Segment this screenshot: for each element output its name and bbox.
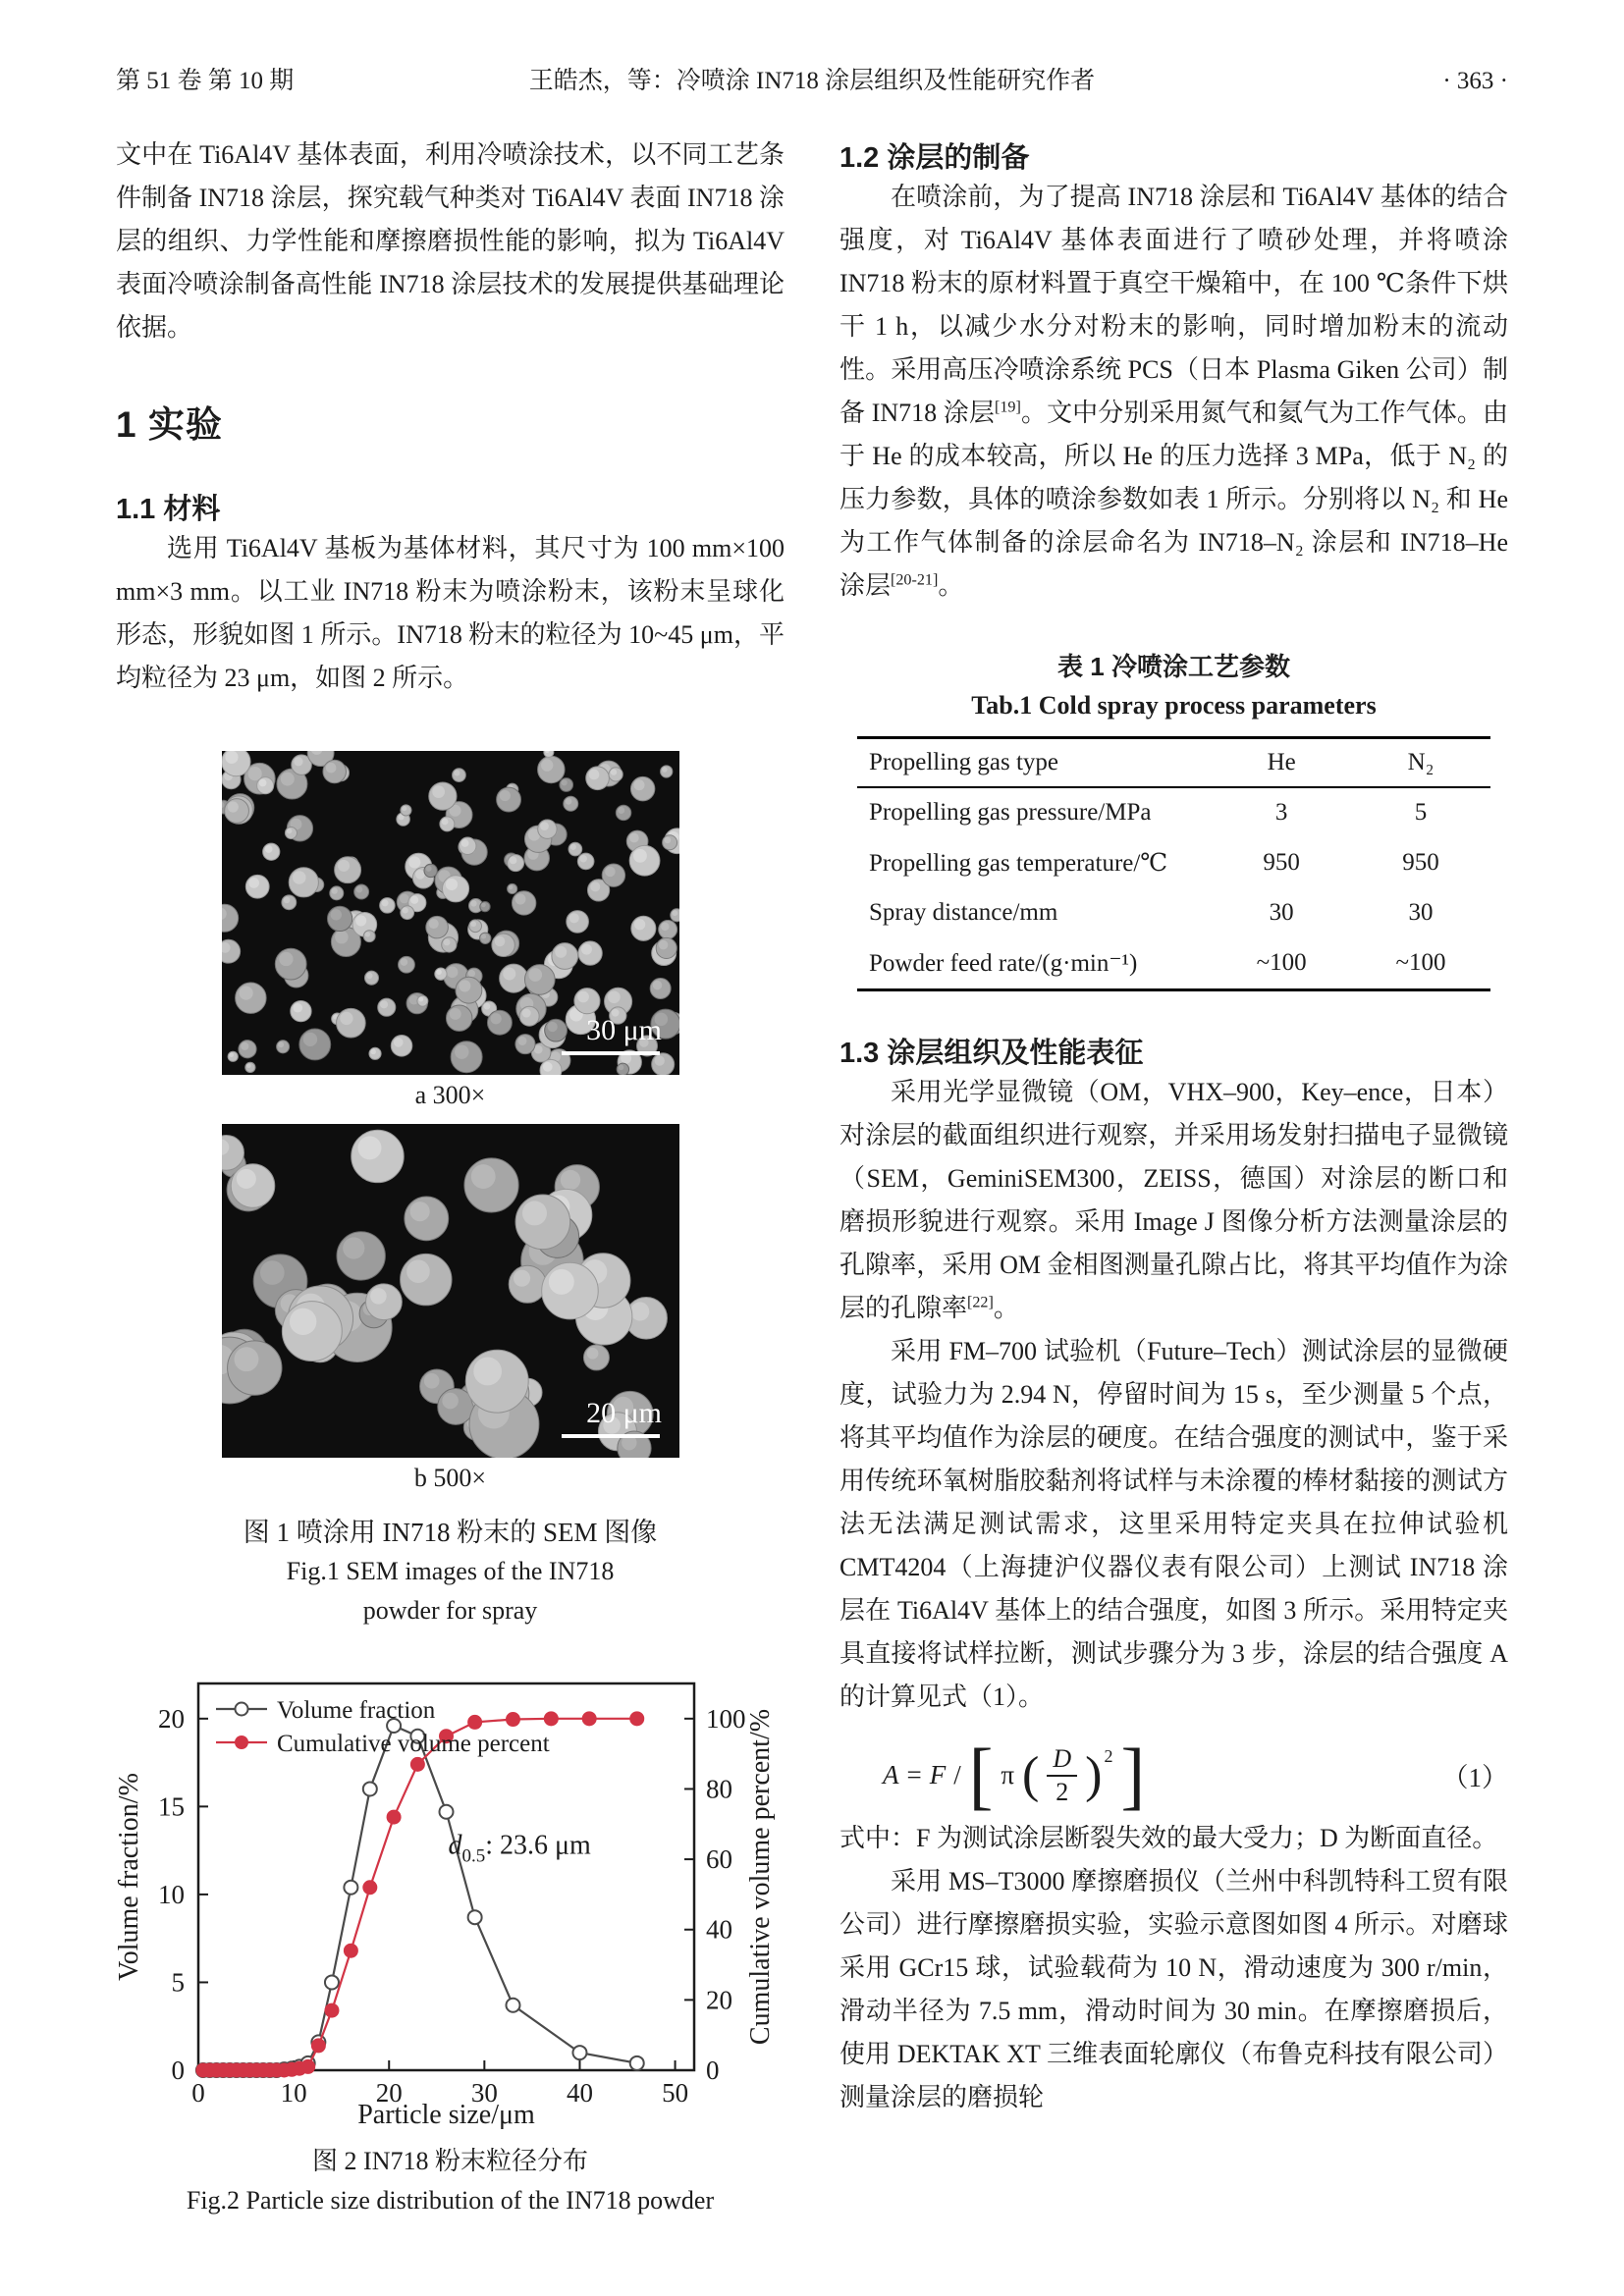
- panel-a-caption: a 300×: [414, 1081, 486, 1109]
- left-column: [116, 133, 785, 2220]
- equation-note-paragraph: 式中：F 为测试涂层断裂失效的最大受力；D 为断面直径。: [839, 1823, 1498, 1852]
- table-cell: 5: [1414, 799, 1428, 826]
- eq-fraction: [1047, 1744, 1077, 1807]
- figure-2-caption-cn: 图 2 IN718 粉末粒径分布: [312, 2147, 588, 2175]
- svg-text:Cumulative volume percent: Cumulative volume percent: [277, 1731, 550, 1757]
- figure-1: [222, 751, 679, 1493]
- table-header-cell: Propelling gas type: [857, 738, 1212, 788]
- p12-text-2: 。文中分别采用氮气和氦气为工作气体。由于 He 的成本较高，所以 He 的压力选择 3 MPa，低于 N₂ 的压力参数，具体的喷涂参数如表 1 所示。分别将以 N₂ 和 He 为工作气体制备的涂层命名为 IN718–N₂ 涂层和 IN718–He 涂层: [839, 399, 1508, 600]
- table-cell: Powder feed rate/(g·min⁻¹): [869, 950, 1138, 977]
- svg-text:60: 60: [706, 1844, 732, 1875]
- volume-issue: 第 51 卷 第 10 期: [116, 68, 295, 94]
- svg-text:0: 0: [191, 2078, 205, 2108]
- figure-2: [116, 1670, 785, 2220]
- p12-text-1: 在喷涂前，为了提高 IN718 涂层和 Ti6Al4V 基体的结合强度，对 Ti6Al4V 基体表面进行了喷砂处理，并将喷涂 IN718 粉末的原材料置于真空干燥箱中，在 100 ℃条件下烘干 1 h，以减少水分对粉末的影响，同时增加粉末的流动性。采用高压冷喷涂系统 PCS（日本 Plasma Giken 公司）制备 IN718 涂层: [839, 183, 1508, 427]
- reference-19: [19]: [995, 399, 1021, 416]
- eq-denominator: 2: [1056, 1777, 1069, 1806]
- p13a-text-1: 采用光学显微镜（OM，VHX–900，Key–ence，日本）对涂层的截面组织进行观察，并采用场发射扫描电子显微镜（SEM，GeminiSEM300，ZEISS，德国）对涂层的断口和磨损形貌进行观察。采用 Image J 图像分析方法测量涂层的孔隙率，采用 OM 金相图测量孔隙占比，将其平均值作为涂层的孔隙率: [839, 1078, 1508, 1322]
- table-header-cell: He: [1212, 738, 1351, 788]
- eq-equals: =: [906, 1760, 922, 1790]
- svg-text:40: 40: [706, 1914, 732, 1945]
- figure-1-caption-en-line1: Fig.1 SEM images of the IN718: [286, 1557, 615, 1585]
- table-cell: 30: [1408, 899, 1434, 926]
- page-header: [116, 61, 1508, 96]
- svg-text:5: 5: [171, 1967, 185, 1998]
- table-cell: 950: [1402, 849, 1439, 876]
- p12-text-3: 。: [938, 571, 964, 600]
- reference-20-21: [20-21]: [891, 571, 939, 589]
- figure-1-caption: [116, 1513, 785, 1630]
- equation-body: A = F / [ π ( $\frac{D}{2}$ ) 2 ]: [883, 1733, 1146, 1818]
- eq-numerator: D: [1047, 1744, 1077, 1777]
- table-cell: Spray distance/mm: [869, 899, 1058, 926]
- svg-text:d0.5: 23.6 μm: $d_{0.5}$: 23.6 μm: [448, 1830, 591, 1867]
- figure-1-caption-cn: 图 1 喷涂用 IN718 粉末的 SEM 图像: [243, 1518, 658, 1547]
- figure-1-caption-en-line2: powder for spray: [362, 1596, 538, 1625]
- svg-text:40: 40: [566, 2078, 593, 2108]
- svg-text:80: 80: [706, 1774, 732, 1804]
- coating-preparation-paragraph: [839, 176, 1508, 608]
- table-row: [857, 888, 1490, 937]
- panel-b-caption: b 500×: [413, 1464, 487, 1492]
- svg-text:20: 20: [375, 2078, 403, 2108]
- section-1-1-heading: 1.1 材料: [116, 494, 221, 525]
- figure-2-caption: [116, 2142, 785, 2220]
- svg-text:Volume fraction: Volume fraction: [277, 1697, 436, 1724]
- svg-text:0: 0: [171, 2056, 185, 2085]
- table-cell: Propelling gas temperature/℃: [869, 850, 1168, 877]
- materials-paragraph: 选用 Ti6Al4V 基板为基体材料，其尺寸为 100 mm×100 mm×3 mm。以工业 IN718 粉末为喷涂粉末，该粉末呈球化形态，形貌如图 1 所示。IN718 粉末的粒径为 10~45 μm，平均粒径为 23 μm，如图 2 所示。: [116, 534, 785, 692]
- svg-text:20 μm: 20 μm: [585, 1397, 662, 1429]
- figure-2-caption-en: Fig.2 Particle size distribution of the IN718 powder: [186, 2186, 715, 2215]
- eq-pi: π: [1001, 1760, 1015, 1790]
- table-header-cell: N₂: [1351, 738, 1490, 788]
- svg-text:20: 20: [158, 1703, 185, 1734]
- reference-22: [22]: [967, 1294, 994, 1311]
- svg-text:10: 10: [158, 1879, 185, 1909]
- p13a-text-2: 。: [993, 1294, 1019, 1322]
- sem-image-500x: [222, 1124, 679, 1458]
- running-title: 王皓杰，等：冷喷涂 IN718 涂层组织及性能研究作者: [528, 68, 1096, 94]
- svg-text:Volume fraction/%: Volume fraction/%: [116, 1773, 144, 1981]
- table-row: [857, 937, 1490, 990]
- eq-slash: /: [953, 1760, 961, 1790]
- table-row: [857, 787, 1490, 837]
- table-cell: Propelling gas pressure/MPa: [869, 799, 1152, 826]
- svg-text:30 μm: 30 μm: [585, 1014, 662, 1046]
- table-cell: 3: [1274, 799, 1288, 826]
- table-1-title-cn: 表 1 冷喷涂工艺参数: [1057, 652, 1290, 681]
- svg-text:20: 20: [706, 1985, 732, 2015]
- right-column: [839, 133, 1508, 2220]
- svg-text:100: 100: [706, 1703, 746, 1734]
- section-1-heading: 1 实验: [116, 404, 223, 445]
- page-number: · 363 ·: [1442, 68, 1508, 94]
- wear-test-paragraph: 采用 MS–T3000 摩擦磨损仪（兰州中科凯特科工贸有限公司）进行摩擦磨损实验，实验示意图如图 4 所示。对磨球采用 GCr15 球，试验载荷为 10 N，滑动速度为 300 r/min，滑动半径为 7.5 mm，滑动时间为 30 min。在摩擦磨损后，使用 DEKTAK XT 三维表面轮廓仪（布鲁克科技有限公司）测量涂层的磨损轮: [839, 1866, 1508, 2111]
- table-row: [857, 837, 1490, 888]
- svg-text:10: 10: [280, 2078, 307, 2108]
- svg-text:15: 15: [158, 1791, 185, 1822]
- table-cell: ~100: [1395, 949, 1446, 976]
- svg-text:Particle size/μm: Particle size/μm: [357, 2100, 535, 2130]
- eq-exponent: 2: [1104, 1746, 1113, 1766]
- svg-text:50: 50: [662, 2078, 689, 2108]
- sem-image-300x: [222, 751, 679, 1075]
- intro-paragraph: 文中在 Ti6Al4V 基体表面，利用冷喷涂技术，以不同工艺条件制备 IN718 涂层，探究载气种类对 Ti6Al4V 表面 IN718 涂层的组织、力学性能和摩擦磨损性能的影响，拟为 Ti6Al4V 表面冷喷涂制备高性能 IN718 涂层技术的发展提供基础理论依据。: [116, 140, 785, 342]
- table-body: [857, 787, 1490, 990]
- eq-F: F: [929, 1760, 947, 1790]
- svg-text:30: 30: [470, 2078, 498, 2108]
- particle-size-chart: [116, 1670, 785, 2131]
- table-cell: 950: [1263, 849, 1300, 876]
- section-1-2-heading: 1.2 涂层的制备: [839, 142, 1030, 174]
- svg-text:0: 0: [706, 2056, 720, 2085]
- table-cell: ~100: [1256, 949, 1307, 976]
- equation-1: [839, 1733, 1508, 1818]
- svg-text:Cumulative volume percent/%: Cumulative volume percent/%: [745, 1708, 776, 2046]
- process-parameters-table: [857, 736, 1490, 991]
- characterization-paragraph: [839, 1071, 1508, 1330]
- section-1-3-heading: 1.3 涂层组织及性能表征: [839, 1038, 1144, 1069]
- hardness-bonding-paragraph: 采用 FM–700 试验机（Future–Tech）测试涂层的显微硬度，试验力为 2.94 N，停留时间为 15 s，至少测量 5 个点，将其平均值作为涂层的硬度。在结合强度的测试中，鉴于采用传统环氧树脂胶黏剂将试样与未涂覆的棒材黏接的测试方法无法满足测试需求，这里采用特定夹具在拉伸试验机 CMT4204（上海捷沪仪器仪表有限公司）上测试 IN718 涂层在 Ti6Al4V 基体上的结合强度，如图 3 所示。采用特定夹具直接将试样拉断，测试步骤分为 3 步，涂层的结合强度 A 的计算见式（1）。: [839, 1337, 1508, 1711]
- eq-A: A: [883, 1760, 899, 1790]
- table-1-title-en: Tab.1 Cold spray process parameters: [971, 691, 1377, 720]
- table-cell: 30: [1269, 899, 1294, 926]
- table-header: [857, 738, 1490, 788]
- two-column-layout: [116, 133, 1508, 2220]
- equation-number: （1）: [1441, 1763, 1508, 1793]
